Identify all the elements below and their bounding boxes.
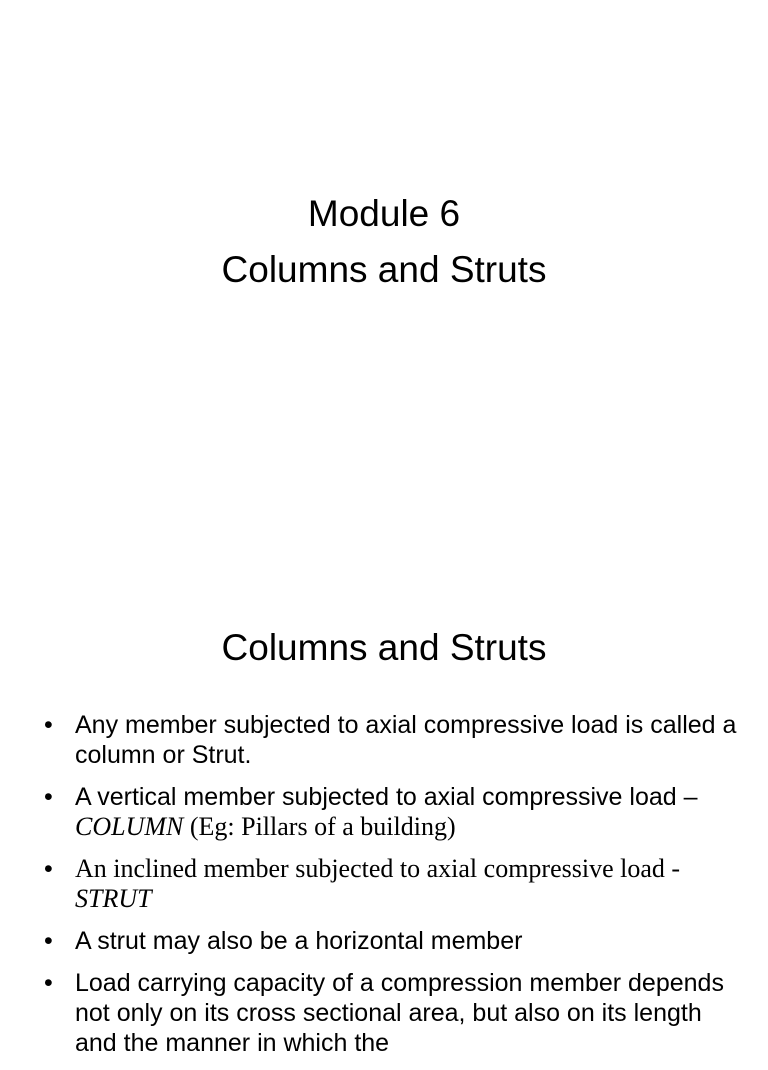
bullet-icon: • [44, 711, 53, 739]
bullet-item-definition [44, 710, 744, 770]
bullet-text: A strut may also be a horizontal member [75, 927, 523, 955]
bullet-list [44, 710, 744, 1070]
bullet-icon: • [44, 783, 53, 811]
bullet-text: Load carrying capacity of a compression member depends not only on its cross sectional area, but also on its length and the manner in which the [75, 969, 724, 1057]
bullet-text-suffix: (Eg: Pillars of a building) [183, 812, 456, 841]
bullet-icon: • [44, 969, 53, 997]
module-number-title: Module 6 [307, 193, 461, 234]
bullet-item-horizontal [44, 926, 744, 956]
bullet-item-capacity [44, 968, 744, 1058]
bullet-emphasis-strut: STRUT [75, 884, 152, 913]
title-slide-heading [0, 186, 768, 298]
bullet-icon: • [44, 927, 53, 955]
bullet-text: A vertical member subjected to axial compressive load – [75, 783, 698, 811]
bullet-item-column [44, 782, 744, 842]
bullet-text: Any member subjected to axial compressive load is called a column or Strut. [75, 711, 737, 769]
bullet-emphasis-column: COLUMN [75, 812, 184, 841]
content-slide [0, 576, 768, 1057]
bullet-icon: • [44, 855, 53, 883]
module-topic-title: Columns and Struts [221, 249, 547, 290]
bullet-item-strut [44, 854, 744, 914]
content-slide-title: Columns and Struts [221, 627, 547, 668]
bullet-text: An inclined member subjected to axial compressive load - [75, 854, 681, 883]
